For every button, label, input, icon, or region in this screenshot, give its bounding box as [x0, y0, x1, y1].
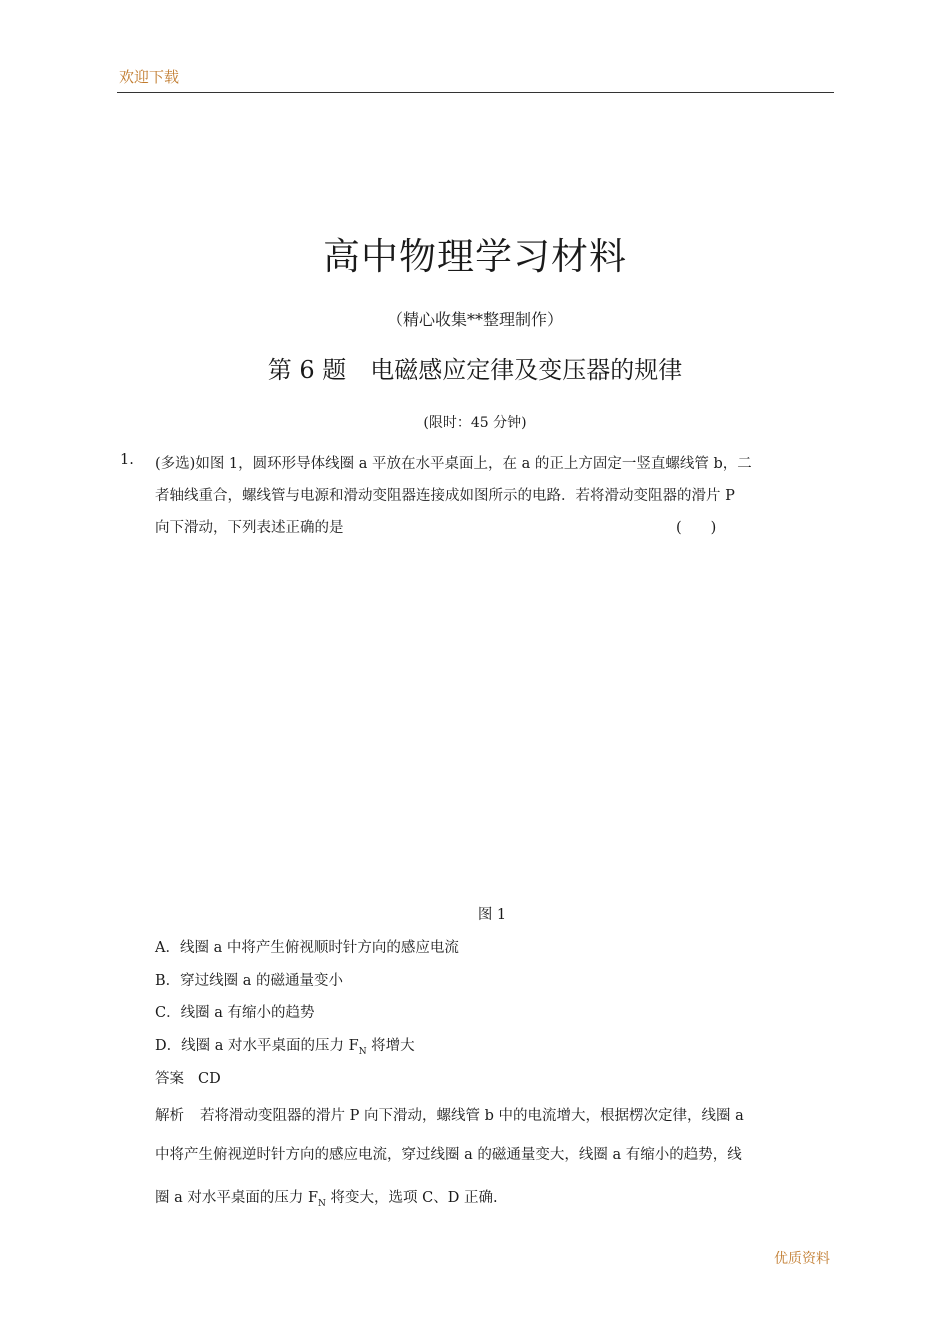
- figure-caption: 图 1: [477, 907, 507, 923]
- answer-line: [155, 1067, 221, 1088]
- question-line-2: 者轴线重合，螺线管与电源和滑动变阻器连接成如图所示的电路．若将滑动变阻器的滑片 P: [155, 488, 735, 504]
- analysis-line-3: [155, 1186, 498, 1209]
- option-d-tail: 将增大: [366, 1038, 415, 1054]
- option-b-label: B．: [155, 973, 181, 989]
- option-a: [155, 936, 459, 957]
- analysis-text-3-pre: 圈 a 对水平桌面的压力 F: [155, 1190, 319, 1206]
- analysis-subscript: N: [318, 1199, 326, 1209]
- analysis-line-2: 中将产生俯视逆时针方向的感应电流，穿过线圈 a 的磁通量变大，线圈 a 有缩小的趋势，线: [155, 1147, 742, 1163]
- page-header: [117, 66, 834, 93]
- analysis-label: 解析: [155, 1108, 184, 1124]
- option-c-text: 线圈 a 有缩小的趋势: [180, 1005, 315, 1021]
- option-d: [155, 1034, 415, 1057]
- page-footer: 优质资料: [774, 1251, 830, 1267]
- option-d-text: 线圈 a 对水平桌面的压力 F: [181, 1038, 359, 1054]
- question-number: 1.: [120, 452, 134, 468]
- option-a-text: 线圈 a 中将产生俯视顺时针方向的感应电流: [179, 940, 459, 956]
- option-b: [155, 969, 343, 990]
- question-line-3: 向下滑动，下列表述正确的是: [155, 520, 344, 536]
- analysis-line-1: [155, 1104, 744, 1125]
- figure-area: [155, 550, 795, 890]
- option-d-subscript: N: [358, 1047, 367, 1057]
- time-limit: (限时：45 分钟): [423, 415, 527, 431]
- subtitle: （精心收集**整理制作）: [386, 310, 563, 329]
- option-b-text: 穿过线圈 a 的磁通量变小: [180, 973, 344, 989]
- header-text: 欢迎下载: [119, 68, 180, 86]
- answer-value: CD: [198, 1071, 221, 1087]
- topic-title: 第 6 题 电磁感应定律及变压器的规律: [267, 356, 683, 384]
- option-c-label: C．: [155, 1005, 181, 1021]
- option-c: [155, 1001, 314, 1022]
- answer-label: 答案: [155, 1071, 184, 1087]
- main-title: 高中物理学习材料: [323, 235, 627, 278]
- option-a-label: A．: [155, 940, 180, 956]
- option-d-label: D．: [155, 1038, 182, 1054]
- analysis-text-1: 若将滑动变阻器的滑片 P 向下滑动，螺线管 b 中的电流增大，根据楞次定律，线圈 a: [200, 1108, 744, 1124]
- answer-parentheses: ( ): [676, 520, 717, 536]
- analysis-text-3-post: 将变大，选项 C、D 正确.: [325, 1190, 498, 1206]
- question-line-1: (多选)如图 1，圆环形导体线圈 a 平放在水平桌面上，在 a 的正上方固定一竖直螺线管 b，二: [155, 456, 752, 472]
